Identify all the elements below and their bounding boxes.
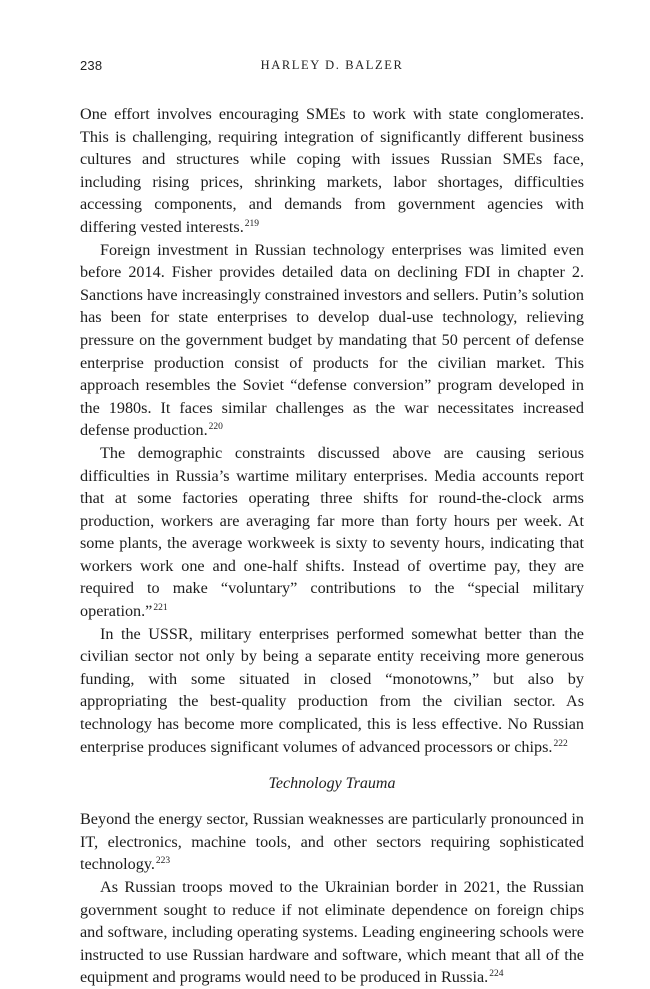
- paragraph-text: The demographic constraints discussed above are causing serious difficulties in Russia’s wartime military enterprises. Media accounts report that at some factories operating three shifts for round-the-clock arms production, workers are averaging far more than forty hours per week. At some plants, the average workweek is sixty to seventy hours, indicating that workers work one and one-half shifts. Instead of overtime pay, they are required to make “voluntary” contributions to the “special military operation.”: [80, 443, 584, 621]
- footnote-ref[interactable]: 224: [489, 969, 504, 980]
- footnote-ref[interactable]: 222: [553, 738, 568, 749]
- paragraph-text: Foreign investment in Russian technology enterprises was limited even before 2014. Fisher provides detailed data on declining FDI in chapter 2. Sanctions have increasingly constrained investors and sellers. Putin’s solution has been for state enterprises to develop dual-use technology, relieving pressure on the government budget by mandating that 50 percent of defense enterprise production consist of products for the civilian market. This approach resembles the Soviet “defense conversion” program developed in the 1980s. It faces similar challenges as the war necessitates increased defense production.: [80, 240, 584, 440]
- running-head: [80, 58, 584, 76]
- body-text: [80, 103, 584, 989]
- paragraph-ukrainian-border: [80, 876, 584, 989]
- footnote-ref[interactable]: 223: [155, 856, 171, 867]
- paragraph-demographic-constraints: [80, 442, 584, 623]
- running-title: HARLEY D. BALZER: [260, 58, 404, 72]
- footnote-ref[interactable]: 220: [208, 422, 223, 433]
- paragraph-energy-sector: [80, 808, 584, 876]
- footnote-ref[interactable]: 221: [153, 603, 168, 614]
- paragraph-text: In the USSR, military enterprises performed somewhat better than the civilian sector not only by being a separate entity receiving more generous funding, with some situated in closed “monotowns,” but also by appropriating the best-quality production from the civilian sector. As technology has become more complicated, this is less effective. No Russian enterprise produces significant volumes of advanced processors or chips.: [80, 624, 584, 756]
- paragraph-text: Beyond the energy sector, Russian weaknesses are particularly pronounced in IT, electronics, machine tools, and other sectors requiring sophisticated technology.: [80, 810, 584, 874]
- paragraph-text: As Russian troops moved to the Ukrainian border in 2021, the Russian government sought to reduce if not eliminate dependence on foreign chips and software, including operating systems. Leading engineering schools were instructed to use Russian hardware and software, which meant that all of the equipment and programs would need to be produced in Russia.: [80, 878, 584, 987]
- footnote-ref[interactable]: 219: [244, 218, 260, 229]
- section-heading: Technology Trauma: [268, 775, 396, 793]
- page-number: 238: [80, 58, 103, 73]
- paragraph-text: One effort involves encouraging SMEs to work with state conglomerates. This is challenging, requiring integration of significantly different business cultures and structures while coping with issues Russian SMEs face, including rising prices, shrinking markets, labor shortages, difficulties accessing components, and demands from government agencies with differing vested interests.: [80, 105, 584, 236]
- paragraph-ussr-military: [80, 623, 584, 759]
- paragraph-foreign-investment: [80, 239, 584, 442]
- paragraph-sme-conglomerates: [80, 103, 584, 239]
